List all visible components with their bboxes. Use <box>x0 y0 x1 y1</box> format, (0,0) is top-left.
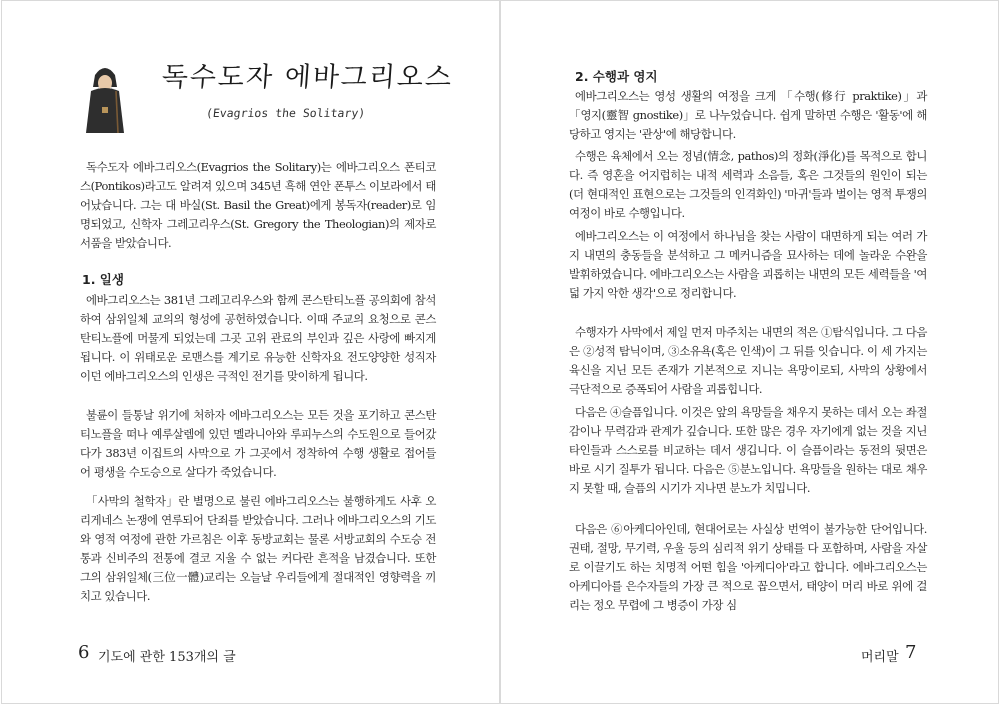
left-page <box>1 0 500 704</box>
body-paragraph: 수행자가 사막에서 제일 먼저 마주치는 내면의 적은 ①탐식입니다. 그 다음은 ②성적 탐닉이며, ③소유욕(혹은 인색)이 그 뒤를 잇습니다. 이 세 가지는 육신을 지닌 모든 존재가 기본적으로 지니는 욕망이로되, 사막의 상황에서 극단적으로 증폭되어 사람을 괴롭힙니다. <box>569 325 927 396</box>
monk-portrait-icon <box>82 61 128 135</box>
intro-paragraph: 독수도자 에바그리오스(Evagrios the Solitary)는 에바그리오스 폰티코스(Pontikos)라고도 알려져 있으며 345년 흑해 연안 폰투스 이보라에서 태어났습니다. 그는 대 바실(St. Basil the Great)에게 봉독자(reader)로 임명되었고, 신학자 그레고리우스(St. Gregory the Theologian)의 제자로 서품을 받았습니다. <box>80 160 436 250</box>
page-number: 6 <box>78 642 90 663</box>
body-paragraph: 「사막의 철학자」란 별명으로 불린 에바그리오스는 불행하게도 사후 오리게네스 논쟁에 연루되어 단죄를 받았습니다. 그러나 에바그리오스의 기도와 영적 여정에 관한 가르침은 이후 동방교회는 물론 서방교회의 수도승 전통과 신비주의 전통에 결코 지울 수 없는 커다란 흔적을 남겼습니다. 또한 그의 삼위일체(三位一體)교리는 오늘날 우리들에게 절대적인 영향력을 끼치고 있습니다. <box>80 494 436 603</box>
body-paragraph: 에바그리오스는 영성 생활의 여정을 크게 「수행(修行 praktike)」과 「영지(靈智 gnostike)」로 나누었습니다. 쉽게 말하면 수행은 '활동'에 해당하고 영지는 '관상'에 해당합니다. <box>569 89 927 141</box>
section-heading-practice: 2. 수행과 영지 <box>575 69 658 84</box>
body-paragraph: 수행은 육체에서 오는 정념(情念, pathos)의 정화(淨化)를 목적으로 합니다. 즉 영혼을 어지럽히는 내적 세력과 소음들, 혹은 그것들의 원인이 되는(더 현대적인 표현으로는 그것들의 인격화인) '마귀'들과 벌이는 영적 투쟁의 여정이 바로 수행입니다. <box>569 149 927 220</box>
running-footer: 머리말 <box>861 650 899 665</box>
body-paragraph: 다음은 ④슬픔입니다. 이것은 앞의 욕망들을 채우지 못하는 데서 오는 좌절감이나 무력감과 관계가 깊습니다. 또한 많은 경우 자기에게 없는 것을 지닌 타인들과 스스로를 비교하는 데서 생깁니다. 이 슬픔이라는 동전의 뒷면은 바로 시기 질투가 됩니다. 다음은 ⑤분노입니다. 욕망들을 원하는 대로 채우지 못할 때, 슬픔의 시기가 지나면 분노가 치밉니다. <box>569 405 927 495</box>
page-title: 독수도자 에바그리오스 <box>160 62 455 93</box>
body-paragraph: 다음은 ⑥아케디아인데, 현대어로는 사실상 번역이 불가능한 단어입니다. 권태, 절망, 무기력, 우울 등의 심리적 위기 상태를 다 포함하며, 사람을 자살로 이끌기도 하는 치명적 어떤 힘을 '아케디아'라고 합니다. 에바그리오스는 아케디아를 은수자들의 가장 큰 적으로 꼽으면서, 태양이 머리 바로 위에 걸리는 정오 무렵에 그 병증이 가장 심 <box>569 522 927 612</box>
right-page <box>500 0 999 704</box>
page-number: 7 <box>905 642 917 663</box>
body-paragraph: 불륜이 들통날 위기에 처하자 에바그리오스는 모든 것을 포기하고 콘스탄티노플을 떠나 예루살렘에 있던 멜라니아와 루피누스의 수도원으로 들어갔다가 383년 이집트의 사막으로 가 그곳에서 정착하여 수행 생활로 접어들어 평생을 수도승으로 살다가 죽었습니다. <box>80 408 436 479</box>
running-footer: 기도에 관한 153개의 글 <box>98 650 236 665</box>
body-paragraph: 에바그리오스는 이 여정에서 하나님을 찾는 사람이 대면하게 되는 여러 가지 내면의 충동들을 분석하고 그 메커니즘을 묘사하는 데에 놀라운 수완을 발휘하였습니다. 에바그리오스는 사람을 괴롭히는 내면의 모든 세력들을 '여덟 가지 악한 생각'으로 정리합니다. <box>569 229 927 300</box>
page-subtitle: (Evagrios the Solitary) <box>205 106 366 120</box>
section-heading-life: 1. 일생 <box>82 272 124 287</box>
body-paragraph: 에바그리오스는 381년 그레고리우스와 함께 콘스탄티노플 공의회에 참석하여 삼위일체 교의의 형성에 공헌하였습니다. 이때 주교의 요청으로 콘스탄티노플에 머물게 되었는데 그곳 고위 관료의 부인과 깊은 사랑에 빠지게 됩니다. 이 위태로운 로맨스를 계기로 유능한 신학자요 전도양양한 성직자이던 에바그리오스의 인생은 극적인 전기를 맞이하게 됩니다. <box>80 293 436 383</box>
